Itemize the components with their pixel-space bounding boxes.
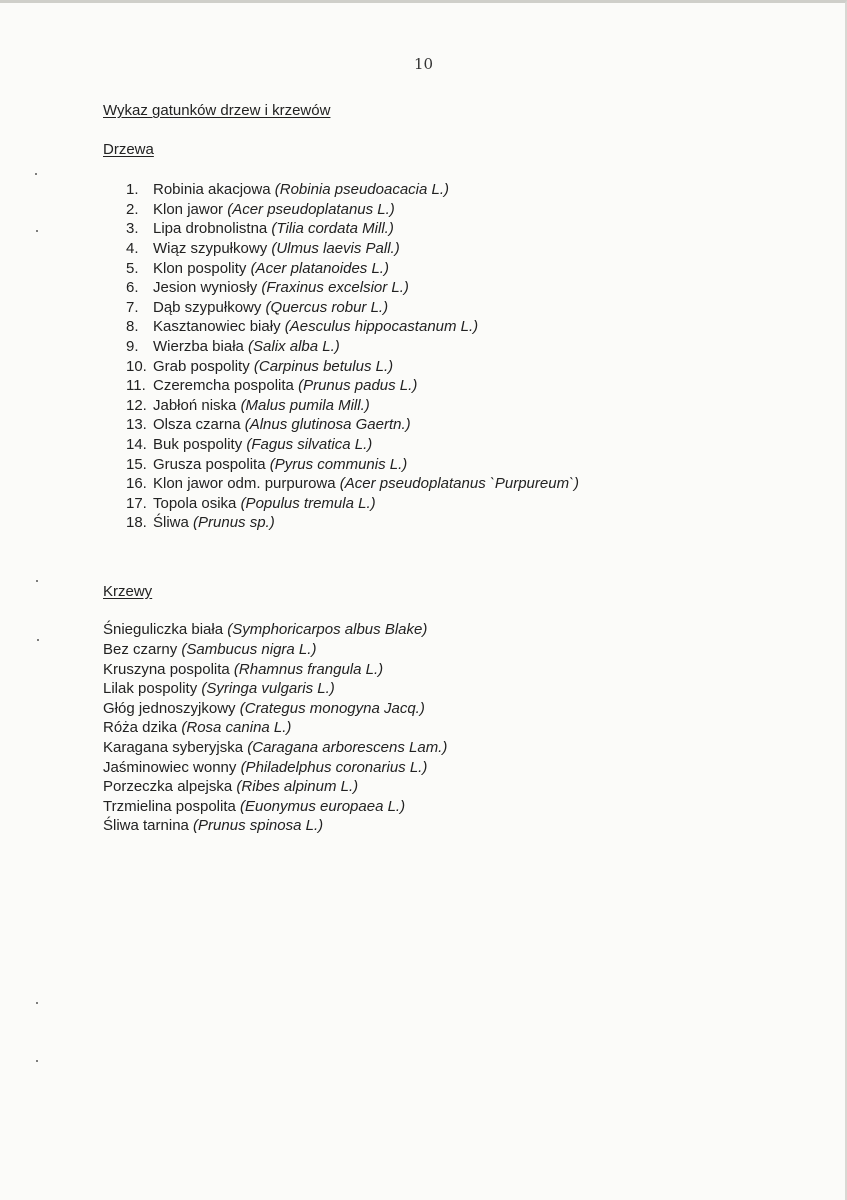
- list-item: [103, 640, 783, 660]
- scan-speck: [36, 580, 38, 582]
- latin-name: (Robinia pseudoacacia L.): [274, 181, 450, 199]
- item-number: 6.: [126, 279, 139, 297]
- item-number: 8.: [126, 318, 139, 336]
- list-item: [126, 474, 783, 494]
- common-name: Kruszyna pospolita: [103, 660, 234, 678]
- item-number: 15.: [126, 455, 147, 473]
- scan-speck: [36, 1060, 38, 1062]
- latin-name: (Malus pumila Mill.): [240, 396, 370, 414]
- item-number: 1.: [126, 181, 139, 199]
- list-item: [126, 396, 783, 416]
- list-item: [103, 679, 783, 699]
- item-number: 18.: [126, 514, 147, 532]
- trees-heading: Drzewa: [103, 140, 154, 158]
- common-name: Bez czarny: [103, 641, 182, 659]
- latin-name: (Populus tremula L.): [240, 494, 376, 512]
- latin-name: (Ribes alpinum L.): [236, 778, 359, 796]
- list-item: [126, 337, 783, 357]
- latin-name: (Prunus padus L.): [298, 377, 418, 395]
- item-number: 4.: [126, 239, 139, 257]
- common-name: Śliwa: [153, 514, 194, 532]
- item-number: 13.: [126, 416, 147, 434]
- item-number: 11.: [126, 377, 146, 395]
- list-item: [103, 777, 783, 797]
- latin-name: (Prunus spinosa L.): [193, 817, 324, 835]
- trees-list: [103, 180, 783, 533]
- common-name: Klon pospolity: [153, 259, 251, 277]
- latin-name: (Fraxinus excelsior L.): [261, 279, 409, 297]
- common-name: Lipa drobnolistna: [153, 220, 272, 238]
- common-name: Trzmielina pospolita: [103, 797, 240, 815]
- latin-name: (Acer pseudoplatanus L.): [227, 200, 395, 218]
- document-content: [103, 101, 783, 836]
- list-item: [126, 494, 783, 514]
- list-item: [126, 200, 783, 220]
- common-name: Róża dzika: [103, 719, 182, 737]
- list-item: [126, 180, 783, 200]
- latin-name: (Caragana arborescens Lam.): [247, 739, 448, 757]
- common-name: Klon jawor: [153, 200, 228, 218]
- item-number: 7.: [126, 298, 139, 316]
- scan-speck: [35, 173, 37, 175]
- common-name: Dąb szypułkowy: [153, 298, 266, 316]
- item-number: 16.: [126, 475, 147, 493]
- list-item: [103, 718, 783, 738]
- list-item: [126, 219, 783, 239]
- latin-name: (Tilia cordata Mill.): [271, 220, 394, 238]
- list-item: [126, 298, 783, 318]
- latin-name: (Fagus silvatica L.): [246, 435, 373, 453]
- list-item: [103, 620, 783, 640]
- latin-name: (Sambucus nigra L.): [181, 641, 317, 659]
- list-item: [103, 758, 783, 778]
- common-name: Porzeczka alpejska: [103, 778, 237, 796]
- common-name: Robinia akacjowa: [153, 181, 275, 199]
- latin-name: (Syringa vulgaris L.): [201, 680, 335, 698]
- item-number: 10.: [126, 357, 147, 375]
- list-item: [126, 317, 783, 337]
- latin-name: (Salix alba L.): [248, 337, 340, 355]
- scan-speck: [36, 1002, 38, 1004]
- latin-name: (Quercus robur L.): [265, 298, 389, 316]
- latin-name: (Acer pseudoplatanus `Purpureum`): [339, 475, 580, 493]
- common-name: Jesion wyniosły: [153, 279, 262, 297]
- latin-name: (Rhamnus frangula L.): [233, 660, 384, 678]
- common-name: Głóg jednoszyjkowy: [103, 699, 240, 717]
- common-name: Olsza czarna: [153, 416, 245, 434]
- list-item: [126, 376, 783, 396]
- item-number: 14.: [126, 435, 147, 453]
- common-name: Śliwa tarnina: [103, 817, 194, 835]
- common-name: Wiąz szypułkowy: [153, 239, 272, 257]
- common-name: Czeremcha pospolita: [153, 377, 299, 395]
- list-item: [126, 278, 783, 298]
- list-item: [126, 455, 783, 475]
- shrubs-heading: Krzewy: [103, 582, 153, 600]
- scan-speck: [37, 639, 39, 641]
- list-item: [126, 357, 783, 377]
- list-item: [126, 513, 783, 533]
- latin-name: (Philadelphus coronarius L.): [240, 758, 428, 776]
- list-item: [103, 797, 783, 817]
- latin-name: (Rosa canina L.): [181, 719, 292, 737]
- common-name: Śnieguliczka biała: [103, 621, 228, 639]
- common-name: Klon jawor odm. purpurowa: [153, 475, 340, 493]
- list-item: [103, 660, 783, 680]
- common-name: Lilak pospolity: [103, 680, 202, 698]
- latin-name: (Alnus glutinosa Gaertn.): [244, 416, 411, 434]
- list-item: [103, 699, 783, 719]
- list-item: [126, 415, 783, 435]
- shrubs-list: [103, 620, 783, 836]
- latin-name: (Carpinus betulus L.): [253, 357, 394, 375]
- common-name: Karagana syberyjska: [103, 739, 248, 757]
- item-number: 3.: [126, 220, 139, 238]
- item-number: 17.: [126, 494, 147, 512]
- common-name: Buk pospolity: [153, 435, 247, 453]
- common-name: Grusza pospolita: [153, 455, 270, 473]
- latin-name: (Pyrus communis L.): [269, 455, 408, 473]
- common-name: Jabłoń niska: [153, 396, 241, 414]
- scan-speck: [36, 230, 38, 232]
- item-number: 5.: [126, 259, 139, 277]
- list-item: [103, 738, 783, 758]
- latin-name: (Euonymus europaea L.): [240, 797, 406, 815]
- latin-name: (Crategus monogyna Jacq.): [239, 699, 425, 717]
- document-title: Wykaz gatunków drzew i krzewów: [103, 102, 331, 119]
- latin-name: (Acer platanoides L.): [250, 259, 389, 277]
- common-name: Kasztanowiec biały: [153, 318, 285, 336]
- common-name: Jaśminowiec wonny: [103, 758, 241, 776]
- page-number: 10: [413, 55, 434, 73]
- list-item: [126, 435, 783, 455]
- list-item: [126, 239, 783, 259]
- common-name: Wierzba biała: [153, 337, 249, 355]
- item-number: 12.: [126, 396, 147, 414]
- common-name: Grab pospolity: [153, 357, 254, 375]
- item-number: 9.: [126, 337, 139, 355]
- item-number: 2.: [126, 200, 139, 218]
- latin-name: (Prunus sp.): [193, 514, 275, 532]
- common-name: Topola osika: [153, 494, 241, 512]
- list-item: [126, 259, 783, 279]
- list-item: [103, 816, 783, 836]
- latin-name: (Symphoricarpos albus Blake): [227, 621, 428, 639]
- latin-name: (Aesculus hippocastanum L.): [284, 318, 479, 336]
- latin-name: (Ulmus laevis Pall.): [271, 239, 400, 257]
